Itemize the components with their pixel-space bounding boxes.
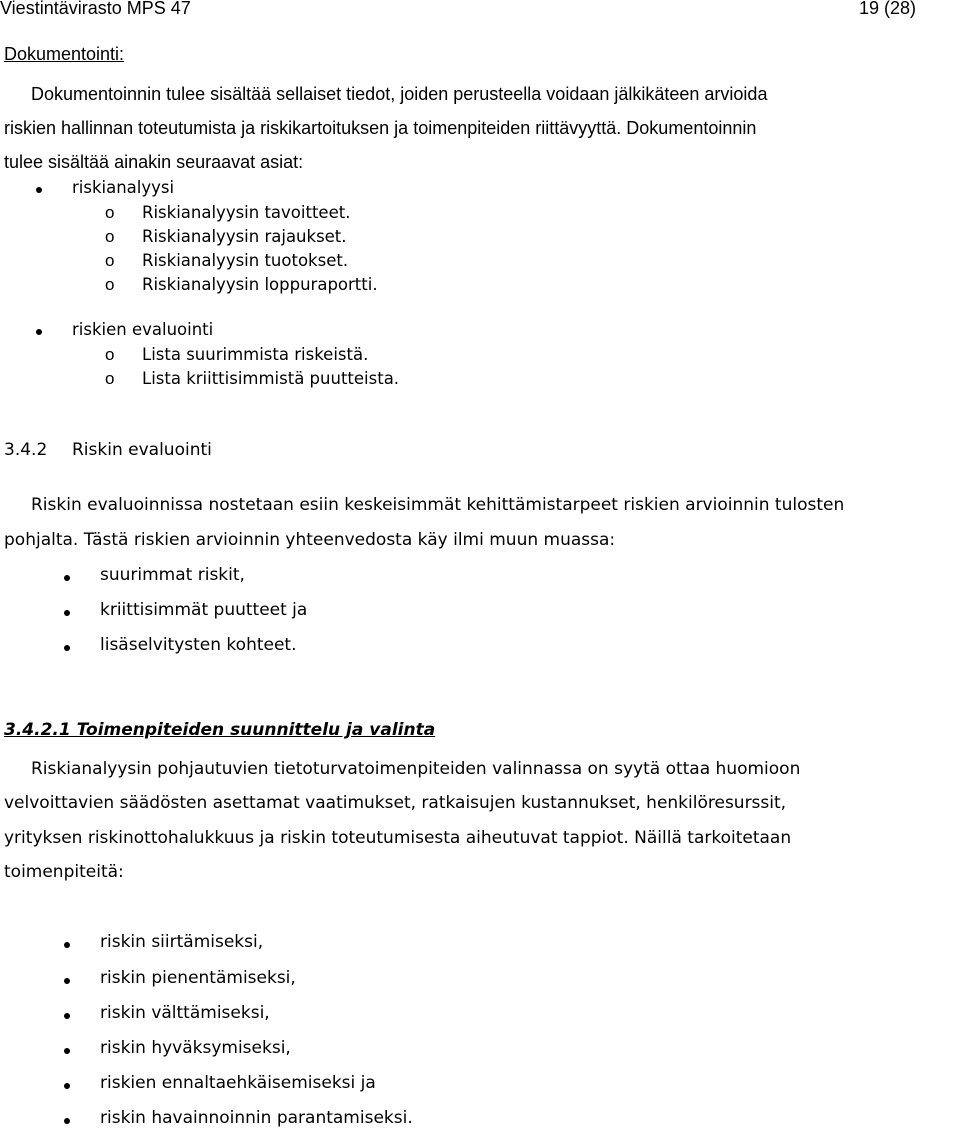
list-item: lisäselvitysten kohteet. bbox=[100, 635, 297, 655]
list-item: riskien ennaltaehkäisemiseksi ja bbox=[100, 1073, 376, 1093]
dokumentointi-line-3: tulee sisältää ainakin seuraavat asiat: bbox=[4, 152, 304, 172]
paragraph-line: yrityksen riskinottohalukkuus ja riskin toteutumisesta aiheutuvat tappiot. Näillä tarkoitetaan bbox=[4, 828, 792, 848]
dokumentointi-heading: Dokumentointi: bbox=[4, 44, 125, 64]
bullet-dot-icon bbox=[64, 978, 70, 984]
list-item: riskin pienentämiseksi, bbox=[100, 968, 296, 988]
bullet-dot-icon bbox=[64, 610, 70, 616]
group-label-riskianalyysi: riskianalyysi bbox=[72, 178, 175, 197]
bullet-dot-icon bbox=[64, 1083, 70, 1089]
list-item: riskin siirtämiseksi, bbox=[100, 932, 264, 952]
sub-bullet-icon: o bbox=[105, 227, 115, 246]
sub-bullet-icon: o bbox=[105, 369, 115, 388]
group-label-riskien-evaluointi: riskien evaluointi bbox=[72, 320, 214, 339]
subsection-heading: 3.4.2.1 Toimenpiteiden suunnittelu ja valinta bbox=[4, 720, 436, 740]
list-item: kriittisimmät puutteet ja bbox=[100, 600, 308, 620]
section-number: 3.4.2 bbox=[4, 440, 48, 460]
paragraph-line: Riskianalyysin pohjautuvien tietoturvatoimenpiteiden valinnassa on syytä ottaa huomioon bbox=[31, 759, 801, 779]
sub-bullet-icon: o bbox=[105, 203, 115, 222]
bullet-dot-icon bbox=[64, 1048, 70, 1054]
list-item: Riskianalyysin tavoitteet. bbox=[142, 203, 351, 222]
header-page-number: 19 (28) bbox=[859, 0, 917, 18]
paragraph-line: Riskin evaluoinnissa nostetaan esiin keskeisimmät kehittämistarpeet riskien arvioinnin tulosten bbox=[31, 495, 845, 515]
list-item: Lista kriittisimmistä puutteista. bbox=[142, 369, 400, 388]
list-item: Riskianalyysin rajaukset. bbox=[142, 227, 347, 246]
paragraph-line: toimenpiteitä: bbox=[4, 862, 124, 882]
bullet-dot-icon bbox=[64, 1118, 70, 1124]
paragraph-line: velvoittavien säädösten asettamat vaatimukset, ratkaisujen kustannukset, henkilöresurssit, bbox=[4, 793, 787, 813]
bullet-dot-icon bbox=[36, 329, 42, 335]
sub-bullet-icon: o bbox=[105, 251, 115, 270]
list-item: suurimmat riskit, bbox=[100, 565, 245, 585]
section-title: Riskin evaluointi bbox=[72, 440, 212, 460]
dokumentointi-line-2: riskien hallinnan toteutumista ja riskikartoituksen ja toimenpiteiden riittävyyttä. Dokumentoinnin bbox=[4, 118, 757, 138]
paragraph-line: pohjalta. Tästä riskien arvioinnin yhteenvedosta käy ilmi muun muassa: bbox=[4, 530, 616, 550]
list-item: riskin välttämiseksi, bbox=[100, 1003, 270, 1023]
sub-bullet-icon: o bbox=[105, 275, 115, 294]
bullet-dot-icon bbox=[64, 575, 70, 581]
bullet-dot-icon bbox=[64, 1013, 70, 1019]
list-item: riskin hyväksymiseksi, bbox=[100, 1038, 291, 1058]
header-document-title: Viestintävirasto MPS 47 bbox=[0, 0, 191, 18]
sub-bullet-icon: o bbox=[105, 345, 115, 364]
list-item: Riskianalyysin loppuraportti. bbox=[142, 275, 378, 294]
bullet-dot-icon bbox=[36, 187, 42, 193]
bullet-dot-icon bbox=[64, 942, 70, 948]
list-item: riskin havainnoinnin parantamiseksi. bbox=[100, 1108, 413, 1128]
list-item: Riskianalyysin tuotokset. bbox=[142, 251, 349, 270]
bullet-dot-icon bbox=[64, 645, 70, 651]
list-item: Lista suurimmista riskeistä. bbox=[142, 345, 369, 364]
dokumentointi-line-1: Dokumentoinnin tulee sisältää sellaiset tiedot, joiden perusteella voidaan jälkikäteen arvioida bbox=[31, 84, 768, 104]
